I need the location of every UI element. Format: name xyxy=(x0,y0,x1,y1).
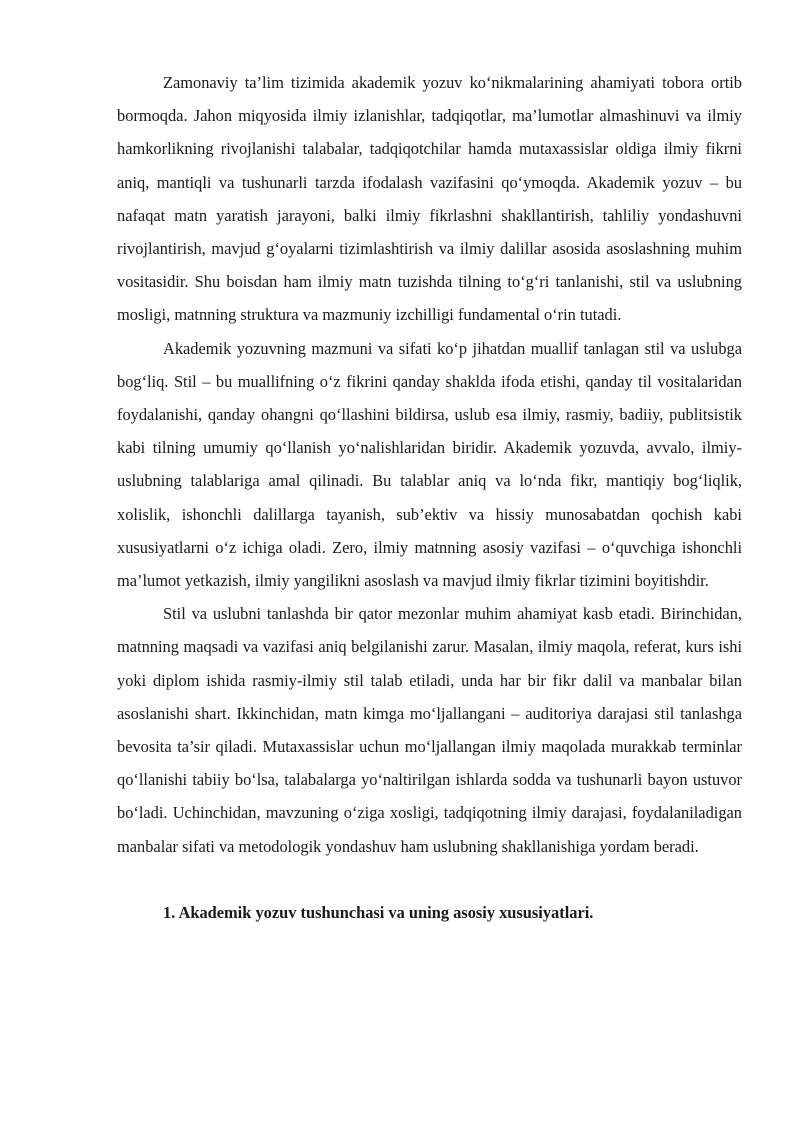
document-page xyxy=(117,66,742,929)
paragraph-style: Akademik yozuvning mazmuni va sifati ko‘p jihatdan muallif tanlagan stil va uslubga bog‘liq. Stil – bu muallifning o‘z fikrini qanday shaklda ifoda etishi, qanday til vositalaridan foydalanishi, qanday ohangni qo‘llashini bildirsa, uslub esa ilmiy, rasmiy, badiiy, publitsistik kabi tilning umumiy qo‘llanish yo‘nalishlaridan biridir. Akademik yozuvda, avvalo, ilmiy-uslubning talablariga amal qilinadi. Bu talablar aniq va lo‘nda fikr, mantiqiy bog‘liqlik, xolislik, ishonchli dalillarga tayanish, sub’ektiv va hissiy munosabatdan qochish kabi xususiyatlarni o‘z ichiga oladi. Zero, ilmiy matnning asosiy vazifasi – o‘quvchiga ishonchli ma’lumot yetkazish, ilmiy yangilikni asoslash va mavjud ilmiy fikrlar tizimini boyitishdir. xyxy=(117,338,742,591)
paragraph-intro: Zamonaviy ta’lim tizimida akademik yozuv ko‘nikmalarining ahamiyati tobora ortib bormoqda. Jahon miqyosida ilmiy izlanishlar, tadqiqotlar, ma’lumotlar almashinuvi va ilmiy hamkorlikning rivojlanishi talabalar, tadqiqotchilar hamda mutaxassislar oldiga ilmiy fikrni aniq, mantiqli va tushunarli tarzda ifodalash vazifasini qo‘ymoqda. Akademik yozuv – bu nafaqat matn yaratish jarayoni, balki ilmiy fikrlashni shakllantirish, tahliliy yondashuvni rivojlantirish, mavjud g‘oyalarni tizimlashtirish va ilmiy dalillar asosida asoslashning muhim vositasidir. Shu boisdan ham ilmiy matn tuzishda tilning to‘g‘ri tanlanishi, stil va uslubning mosligi, matnning struktura va mazmuniy izchilligi fundamental o‘rin tutadi. xyxy=(117,73,742,325)
paragraph-criteria: Stil va uslubni tanlashda bir qator mezonlar muhim ahamiyat kasb etadi. Birinchidan, matnning maqsadi va vazifasi aniq belgilanishi zarur. Masalan, ilmiy maqola, referat, kurs ishi yoki diplom ishida rasmiy-ilmiy stil talab etiladi, unda har bir fikr dalil va manbalar bilan asoslanishi shart. Ikkinchidan, matn kimga mo‘ljallangani – auditoriya darajasi stil tanlashga bevosita ta’sir qiladi. Mutaxassislar uchun mo‘ljallangan ilmiy maqolada murakkab terminlar qo‘llanishi tabiiy bo‘lsa, talabalarga yo‘naltirilgan ishlarda sodda va tushunarli bayon ustuvor bo‘ladi. Uchinchidan, mavzuning o‘ziga xosligi, tadqiqotning ilmiy darajasi, foydalaniladigan manbalar sifati va metodologik yondashuv ham uslubning shakllanishiga yordam beradi. xyxy=(117,604,742,856)
section-heading: 1. Akademik yozuv tushunchasi va uning asosiy xususiyatlari. xyxy=(163,902,594,922)
